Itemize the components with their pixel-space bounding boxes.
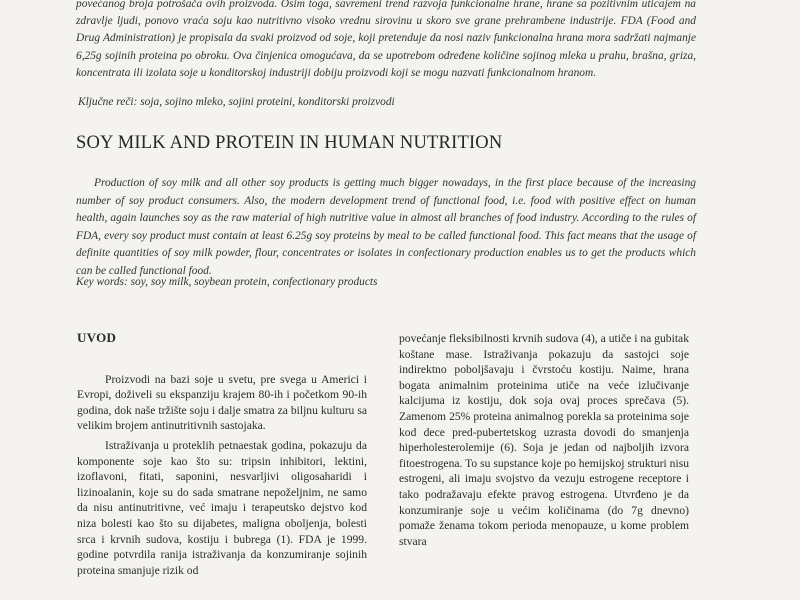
keywords-serbian: Ključne reči: soja, sojino mleko, sojini proteini, konditorski proizvodi — [78, 96, 395, 108]
paragraph: povećanje fleksibilnosti krvnih sudova (4), a utiče i na gubitak koštane mase. Istraživanja pokazuju da sastojci soje indirektno poboljšavaju i čvrstoću kostiju. Naime, hrana bogata animalnim proteinima utiče na veće izlučivanje kalcijuma iz kostiju, dok soja ovaj proces sprečava (5). Zamenom 25% proteina animalnog porekla sa proteinima soje kod dece pred-pubertetskog uzrasta dovodi do smanjenja hiperholesterolemije (6). Soja je jedan od najboljih izvora fitoestrogena. To su supstance koje po hemijskoj strukturi nisu estrogeni, ali imaju svojstvo da vezuju estrogene receptore i tako podražavaju efekte pravog estrogena. Utvrđeno je da konzumiranje soje u većim količinama (do 7g dnevno) pomaže ženama tokom perioda menopauze, u kome problem stvara — [399, 332, 689, 548]
keywords-english: Key words: soy, soy milk, soybean protein, confectionary products — [76, 276, 378, 288]
paragraph: Istraživanja u proteklih petnaestak godina, pokazuju da komponente soje kao što su: tripsin inhibitori, lektini, izoflavoni, fitati, saponini, nesvarljivi oligosaharidi i lizinoalanin, koje su do sada smatrane nepoželjnim, ne samo da nisu antinutritivne, već imaju i terapeutsko dejstvo kod niza bolesti kao što su dijabetes, maligna oboljenja, bolesti srca i krvnih sudova, kostiju i bubrega (1). FDA je 1999. godine potvrdila ranija istraživanja da konzumiranje sojinih proteina smanjuje rizik od — [77, 438, 367, 577]
abstract-english — [76, 175, 696, 281]
left-column — [77, 330, 367, 578]
section-heading: UVOD — [77, 330, 117, 345]
english-title: SOY MILK AND PROTEIN IN HUMAN NUTRITION — [76, 133, 503, 153]
right-column — [399, 331, 689, 549]
abstract-serbian: povećanog broja potrošača ovih proizvoda. Osim toga, savremeni trend razvoja funkcionalne hrane, hrane sa pozitivnim uticajem na zdravlje ljudi, ponovo vraća soju kao nutritivno visoko vrednu sirovinu u skoro sve grane prehrambene industrije. FDA (Food and Drug Administration) je propisala da svaki proizvod od soje, koji pretenduje da nosi naziv funkcionalna hrana mora sadržati najmanje 6,25g sojinih proteina po obroku. Ova činjenica omogućava, da se upotrebom određene količine sojinog mleka u prahu, brašna, griza, koncentrata ili izolata soje u konditorskoj industriji dobiju proizvodi koji se mogu nazvati funkcionalnom hranom. — [76, 0, 696, 79]
abstract-english-text: Production of soy milk and all other soy products is getting much bigger nowadays, in the first place because of the increasing number of soy product consumers. Also, the modern development trend of functional food, i.e. food with positive effect on human health, again launches soy as the raw material of high nutritive value in almost all branches of food industry. According to the rules of FDA, every soy product must contain at least 6.25g soy proteins by meal to be called functional food. This fact means that the usage of definite quantities of soy milk powder, flour, concentrates or isolates in confectionary production enables us to get the products which can be called functional food. — [76, 177, 696, 277]
paragraph: Proizvodi na bazi soje u svetu, pre svega u Americi i Evropi, doživeli su ekspanziju krajem 80-ih i početkom 90-ih godina, dok naše tržište soju i dalje smatra za biljnu kulturu sa velikim brojem antinutritivnih sastojaka. — [77, 372, 367, 433]
